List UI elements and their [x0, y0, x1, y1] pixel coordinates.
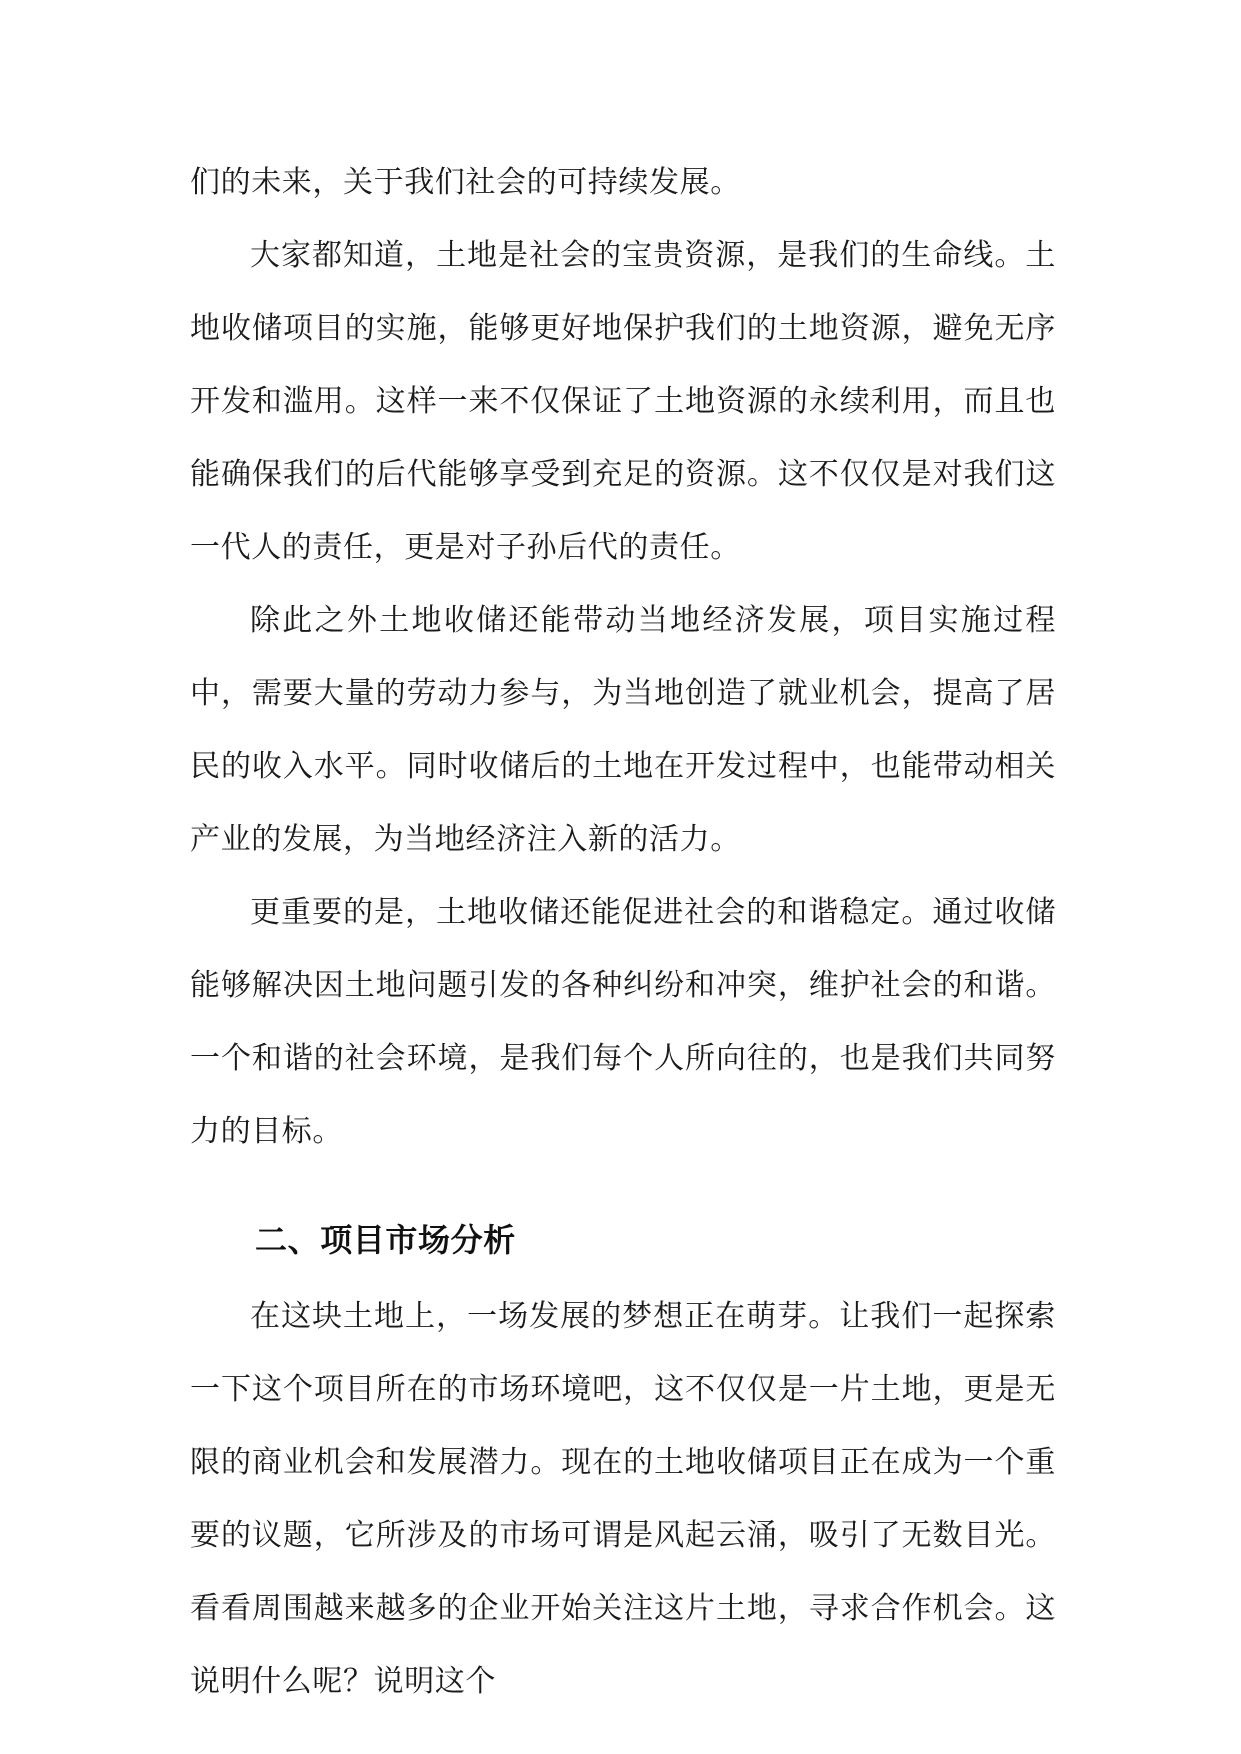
paragraph-land-resource: 大家都知道，土地是社会的宝贵资源，是我们的生命线。土地收储项目的实施，能够更好地保护我们的土地资源，避免无序开发和滥用。这样一来不仅保证了土地资源的永续利用，而且也能确保我们的后代能够享受到充足的资源。这不仅仅是对我们这一代人的责任，更是对子孙后代的责任。 [190, 238, 1056, 565]
paragraph-market-analysis: 在这块土地上，一场发展的梦想正在萌芽。让我们一起探索一下这个项目所在的市场环境吧，这不仅仅是一片土地，更是无限的商业机会和发展潜力。现在的土地收储项目正在成为一个重要的议题，它所涉及的市场可谓是风起云涌，吸引了无数目光。看看周围越来越多的企业开始关注这片土地，寻求合作机会。这说明什么呢？说明这个 [190, 1299, 1056, 1699]
paragraph-economic-development: 除此之外土地收储还能带动当地经济发展，项目实施过程中，需要大量的劳动力参与，为当地创造了就业机会，提高了居民的收入水平。同时收储后的土地在开发过程中，也能带动相关产业的发展，为当地经济注入新的活力。 [190, 603, 1056, 857]
section-heading: 二、项目市场分析 [255, 1221, 516, 1259]
paragraph-continuation: 们的未来，关于我们社会的可持续发展。 [190, 165, 741, 200]
paragraph-social-harmony: 更重要的是，土地收储还能促进社会的和谐稳定。通过收储能够解决因土地问题引发的各种纠纷和冲突，维护社会的和谐。一个和谐的社会环境，是我们每个人所向往的，也是我们共同努力的目标。 [190, 895, 1056, 1149]
document-body [190, 146, 1056, 1718]
